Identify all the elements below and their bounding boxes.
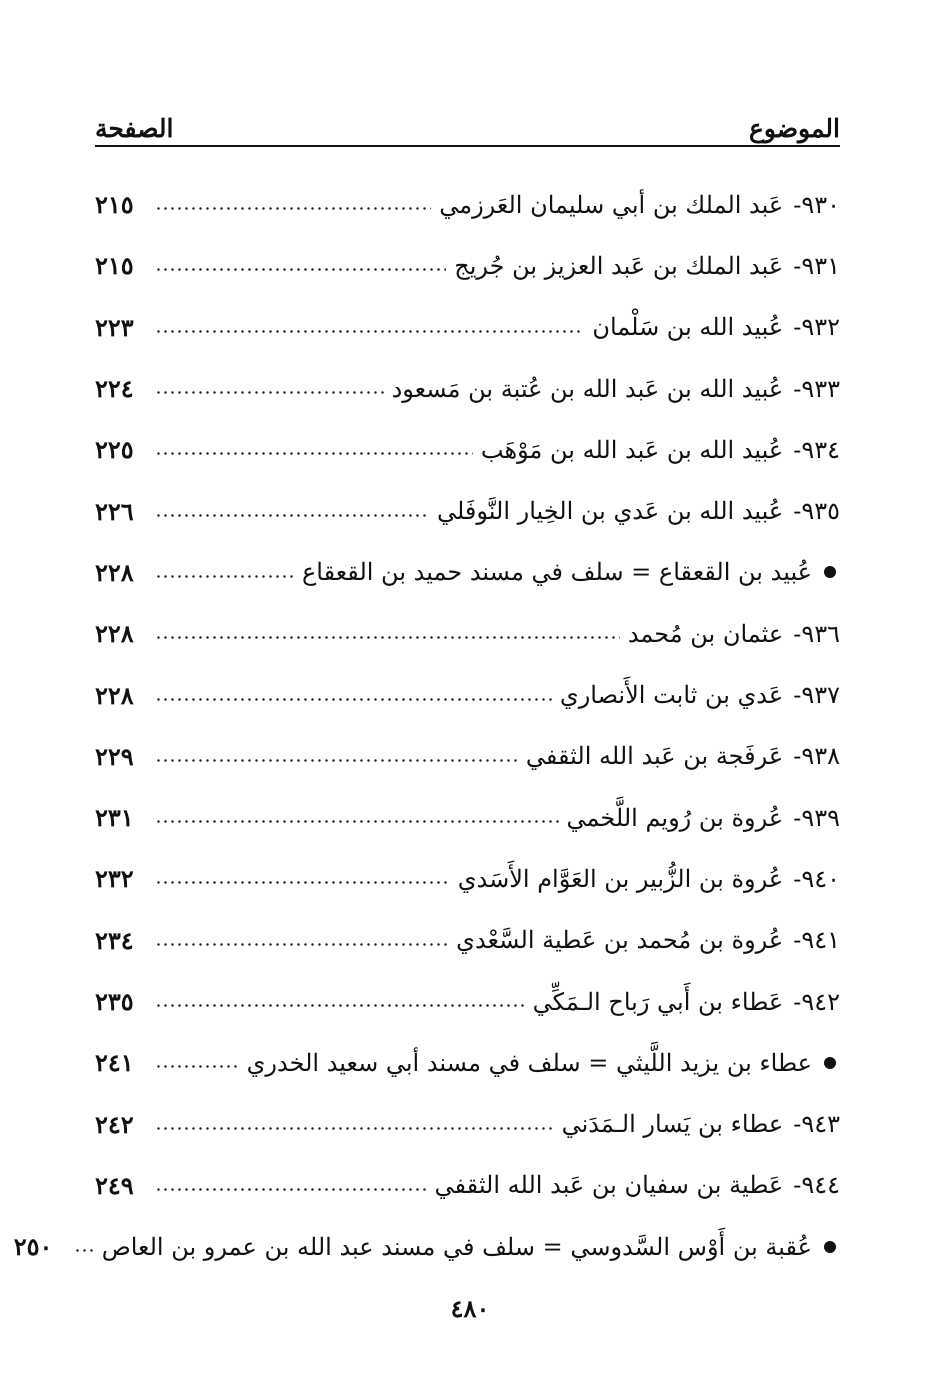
entry-page-number: ٢٥٠ xyxy=(13,1232,53,1262)
entry-title: عُروة بن الزُّبير بن العَوَّام الأَسَدي xyxy=(457,864,784,893)
entry-page-number: ٢٢٨ xyxy=(95,557,134,587)
toc-entry xyxy=(95,174,840,235)
entry-page-number: ٢٤٢ xyxy=(95,1109,134,1139)
header-rule xyxy=(95,145,840,147)
dot-leader xyxy=(155,879,450,887)
bullet-icon xyxy=(824,566,836,578)
entry-title: عُروة بن مُحمد بن عَطية السَّعْدي xyxy=(456,926,784,955)
entry-page-number: ٢٣٥ xyxy=(95,987,134,1016)
entry-number: ٩٤٢- xyxy=(793,987,840,1016)
toc-entry xyxy=(13,1216,840,1277)
dot-leader xyxy=(155,266,446,274)
toc-entry xyxy=(95,1032,840,1093)
entry-title: عُبيد الله بن عَبد الله بن عُتبة بن مَسعود xyxy=(391,374,784,403)
dot-leader xyxy=(155,1063,239,1071)
page-column-label: الصفحة xyxy=(95,114,174,143)
dot-leader xyxy=(155,389,384,397)
entry-title: عطاء بن يَسار الـمَدَني xyxy=(561,1110,784,1139)
toc-entry xyxy=(95,480,840,541)
dot-leader xyxy=(155,327,584,335)
entry-title: عُبيد بن القعقاع = سلف في مسند حميد بن القعقاع xyxy=(301,558,812,587)
toc-entry xyxy=(95,1093,840,1154)
entry-page-number: ٢٢٦ xyxy=(95,496,134,526)
dot-leader xyxy=(155,695,552,703)
entry-number: ٩٤٣- xyxy=(793,1110,840,1139)
toc-entry xyxy=(95,235,840,296)
entry-page-number: ٢٣٢ xyxy=(95,864,134,894)
entry-page-number: ٢٤١ xyxy=(95,1048,134,1078)
entry-title: عُبيد الله بن عَبد الله بن مَوْهَب xyxy=(480,435,784,464)
entry-title: عَطاء بن أَبي رَباح الـمَكِّي xyxy=(532,987,784,1016)
toc-entry xyxy=(95,787,840,848)
toc-entry xyxy=(95,971,840,1032)
entry-number: ٩٣١- xyxy=(793,251,840,280)
entry-title: عَرفَجة بن عَبد الله الثقفي xyxy=(525,742,784,771)
dot-leader xyxy=(74,1247,94,1255)
entry-page-number: ٢٢٩ xyxy=(95,741,134,771)
entry-number: ٩٤٤- xyxy=(793,1171,840,1200)
table-of-contents xyxy=(13,174,840,1277)
entry-number: ٩٣٦- xyxy=(793,619,840,648)
entry-number: ٩٣٨- xyxy=(793,742,840,771)
toc-entry xyxy=(95,542,840,603)
entry-number: ٩٣٠- xyxy=(793,190,840,219)
bullet-icon xyxy=(824,1057,836,1069)
entry-page-number: ٢٢٣ xyxy=(95,312,134,342)
toc-entry xyxy=(95,603,840,664)
entry-title: عثمان بن مُحمد xyxy=(627,619,784,648)
entry-title: عطاء بن يزيد اللَّيثي = سلف في مسند أبي سعيد الخدري xyxy=(246,1048,812,1077)
entry-number: ٩٣٥- xyxy=(793,497,840,526)
entry-page-number: ٢٣٤ xyxy=(95,925,134,955)
toc-entry xyxy=(95,664,840,725)
entry-page-number: ٢٢٤ xyxy=(95,374,134,404)
dot-leader xyxy=(155,634,620,642)
dot-leader xyxy=(155,572,294,580)
dot-leader xyxy=(155,1185,427,1193)
entry-page-number: ٢٣١ xyxy=(95,803,134,833)
entry-number: ٩٣٩- xyxy=(793,803,840,832)
toc-entry xyxy=(95,848,840,909)
dot-leader xyxy=(155,818,559,826)
toc-entry xyxy=(95,358,840,419)
entry-number: ٩٣٧- xyxy=(793,681,840,710)
entry-title: عُقبة بن أَوْس السَّدوسي = سلف في مسند عبد الله بن عمرو بن العاص xyxy=(101,1232,812,1261)
entry-title: عُروة بن رُويم اللَّخمي xyxy=(566,803,784,832)
toc-entry xyxy=(95,1155,840,1216)
entry-number: ٩٣٤- xyxy=(793,435,840,464)
dot-leader xyxy=(155,205,431,213)
entry-number: ٩٤٠- xyxy=(793,864,840,893)
entry-page-number: ٢٢٥ xyxy=(95,435,134,465)
dot-leader xyxy=(155,511,429,519)
dot-leader xyxy=(155,1124,554,1132)
dot-leader xyxy=(155,756,518,764)
entry-title: عَبد الملك بن أبي سليمان العَرزمي xyxy=(439,190,784,219)
bullet-icon xyxy=(824,1241,836,1253)
topic-column-label: الموضوع xyxy=(749,114,840,143)
dot-leader xyxy=(155,450,473,458)
entry-title: عُبيد الله بن عَدي بن الخِيار النَّوفَلي xyxy=(436,497,784,526)
entry-page-number: ٢٢٨ xyxy=(95,680,134,710)
entry-title: عُبيد الله بن سَلْمان xyxy=(592,313,784,342)
page-number: ٤٨٠ xyxy=(450,1294,490,1323)
toc-entry xyxy=(95,297,840,358)
toc-entry xyxy=(95,419,840,480)
entry-page-number: ٢٤٩ xyxy=(95,1170,134,1200)
toc-entry xyxy=(95,910,840,971)
dot-leader xyxy=(155,940,448,948)
entry-title: عَطية بن سفيان بن عَبد الله الثقفي xyxy=(434,1171,784,1200)
entry-page-number: ٢١٥ xyxy=(95,190,134,220)
dot-leader xyxy=(155,1002,525,1010)
entry-number: ٩٤١- xyxy=(793,926,840,955)
entry-title: عَدي بن ثابت الأَنصاري xyxy=(559,681,784,710)
entry-number: ٩٣٣- xyxy=(793,374,840,403)
entry-page-number: ٢١٥ xyxy=(95,251,134,281)
entry-number: ٩٣٢- xyxy=(793,313,840,342)
entry-page-number: ٢٢٨ xyxy=(95,619,134,649)
toc-entry xyxy=(95,726,840,787)
page-header xyxy=(95,95,840,143)
entry-title: عَبد الملك بن عَبد العزيز بن جُريج xyxy=(454,251,784,280)
